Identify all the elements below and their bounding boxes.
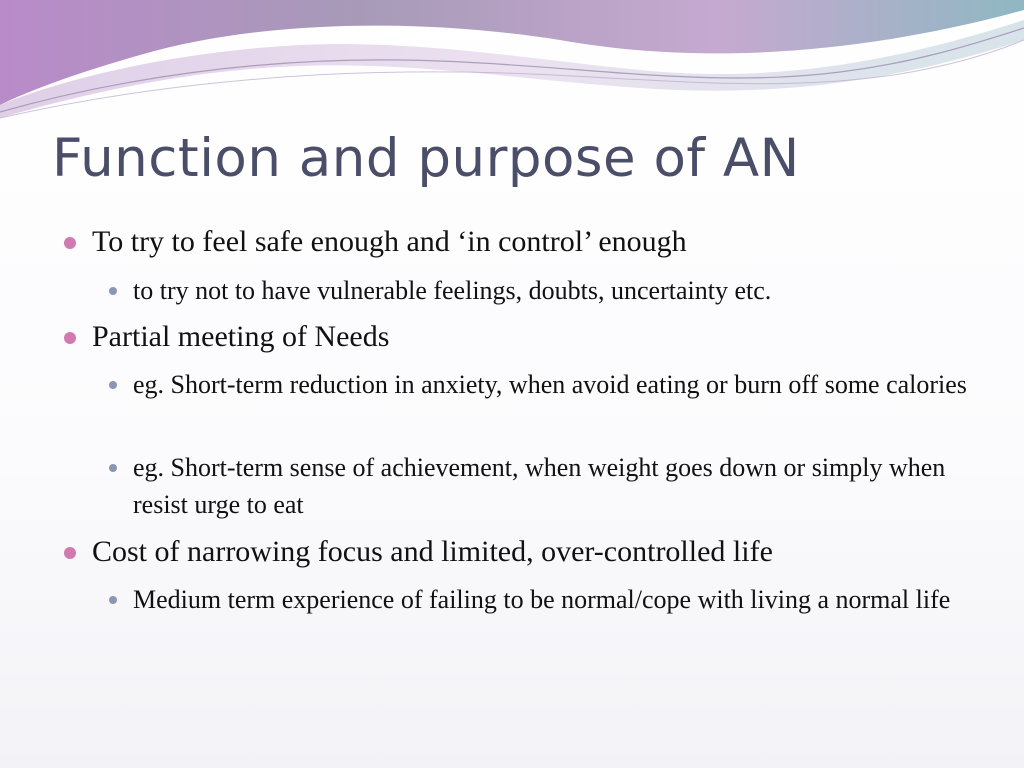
bullet-item: Cost of narrowing focus and limited, over-controlled life (92, 535, 773, 568)
slide-title: Function and purpose of AN (52, 128, 800, 189)
header-wave-decoration (0, 0, 1024, 130)
sub-bullet-dot-icon (109, 464, 117, 472)
bullet-item: To try to feel safe enough and ‘in control’ enough (92, 225, 687, 258)
sub-bullet-dot-icon (109, 596, 117, 604)
bullet-dot-icon (64, 237, 76, 249)
sub-bullet-dot-icon (109, 287, 117, 295)
bullet-dot-icon (64, 332, 76, 344)
sub-bullet-item: eg. Short-term reduction in anxiety, when avoid eating or burn off some calories (133, 370, 967, 399)
bullet-dot-icon (64, 547, 76, 559)
bullet-item: Partial meeting of Needs (92, 320, 390, 353)
sub-bullet-item: to try not to have vulnerable feelings, doubts, uncertainty etc. (133, 276, 772, 305)
sub-bullet-dot-icon (109, 381, 117, 389)
sub-bullet-item: Medium term experience of failing to be normal/cope with living a normal life (133, 585, 951, 614)
sub-bullet-item: eg. Short-term sense of achievement, when weight goes down or simply when resist urge to eat (133, 453, 946, 519)
